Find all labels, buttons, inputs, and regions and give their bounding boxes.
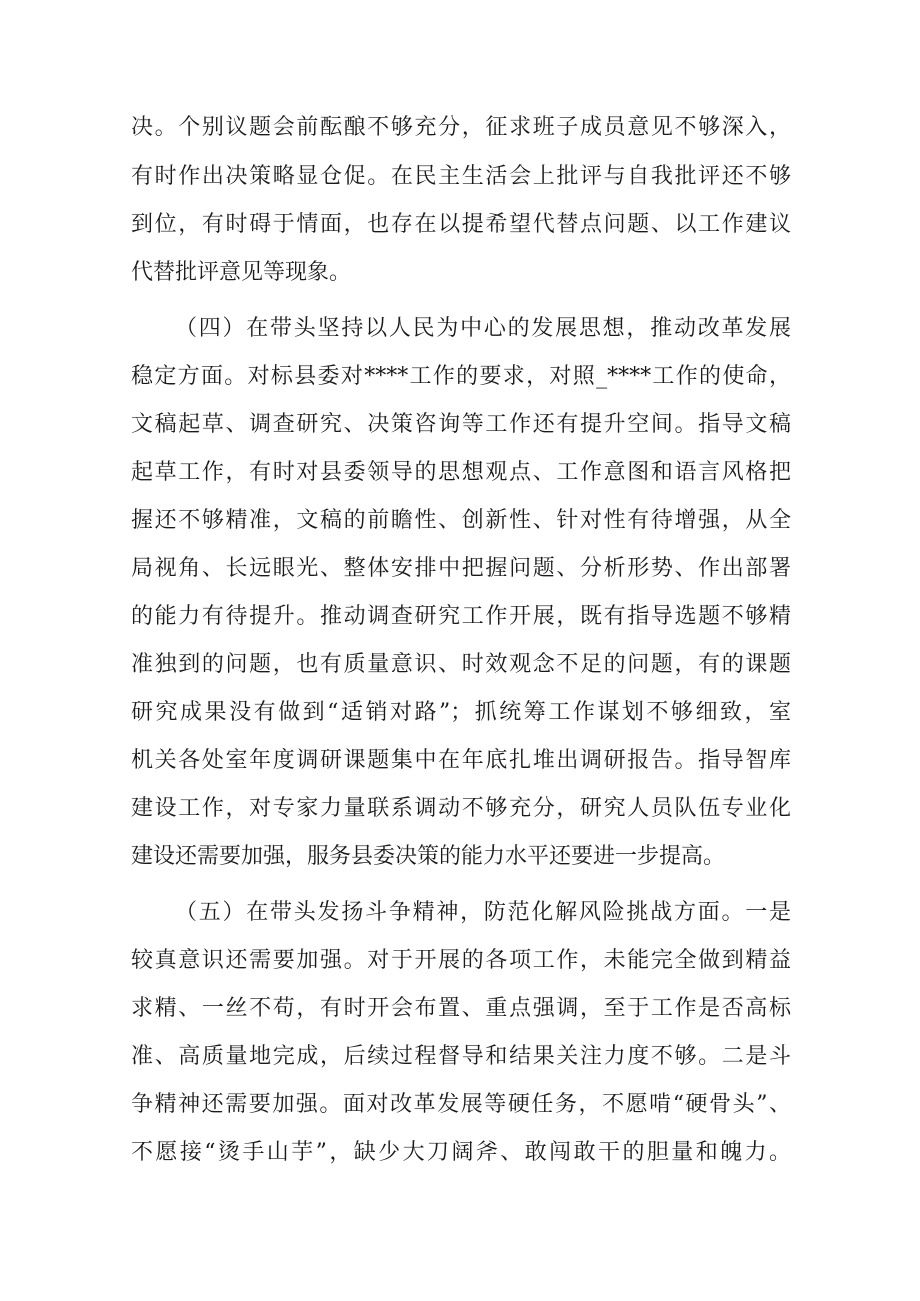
text-line: 有时作出决策略显仓促。在民主生活会上批评与自我批评还不够	[131, 164, 791, 189]
text-line: 较真意识还需要加强。对于开展的各项工作，未能完全做到精益	[131, 948, 791, 973]
paragraph-heading-line: （五）在带头发扬斗争精神，防范化解风险挑战方面。一是	[175, 900, 791, 925]
text-line: 握还不够精准，文稿的前瞻性、创新性、针对性有待增强，从全	[131, 508, 791, 533]
paragraph-heading-line: （四）在带头坚持以人民为中心的发展思想，推动改革发展	[175, 316, 791, 341]
text-line: 到位，有时碍于情面，也存在以提希望代替点问题、以工作建议	[131, 212, 791, 237]
text-line: 稳定方面。对标县委对****工作的要求，对照_****工作的使命，	[131, 364, 791, 389]
text-line: 争精神还需要加强。面对改革发展等硬任务，不愿啃“硬骨头”、	[131, 1092, 791, 1117]
text-line: 机关各处室年度调研课题集中在年底扎堆出调研报告。指导智库	[131, 748, 791, 773]
text-line: 准、高质量地完成，后续过程督导和结果关注力度不够。二是斗	[131, 1044, 791, 1069]
text-line: 准独到的问题，也有质量意识、时效观念不足的问题，有的课题	[131, 652, 791, 677]
text-line: 决。个别议题会前酝酿不够充分，征求班子成员意见不够深入，	[131, 115, 791, 140]
text-line: 研究成果没有做到“适销对路”；抓统筹工作谋划不够细致，室	[131, 700, 791, 725]
text-line: 的能力有待提升。推动调查研究工作开展，既有指导选题不够精	[131, 604, 791, 629]
text-line: 建设还需要加强，服务县委决策的能力水平还要进一步提高。	[131, 844, 726, 869]
text-line: 文稿起草、调查研究、决策咨询等工作还有提升空间。指导文稿	[131, 412, 791, 437]
text-line: 不愿接“烫手山芋”，缺少大刀阔斧、敢闯敢干的胆量和魄力。	[131, 1140, 791, 1165]
text-line: 建设工作，对专家力量联系调动不够充分，研究人员队伍专业化	[131, 796, 791, 821]
text-line: 起草工作，有时对县委领导的思想观点、工作意图和语言风格把	[131, 460, 791, 485]
text-line: 求精、一丝不苟，有时开会布置、重点强调，至于工作是否高标	[131, 996, 791, 1021]
text-line: 局视角、长远眼光、整体安排中把握问题、分析形势、作出部署	[131, 556, 791, 581]
text-line: 代替批评意见等现象。	[131, 260, 352, 285]
